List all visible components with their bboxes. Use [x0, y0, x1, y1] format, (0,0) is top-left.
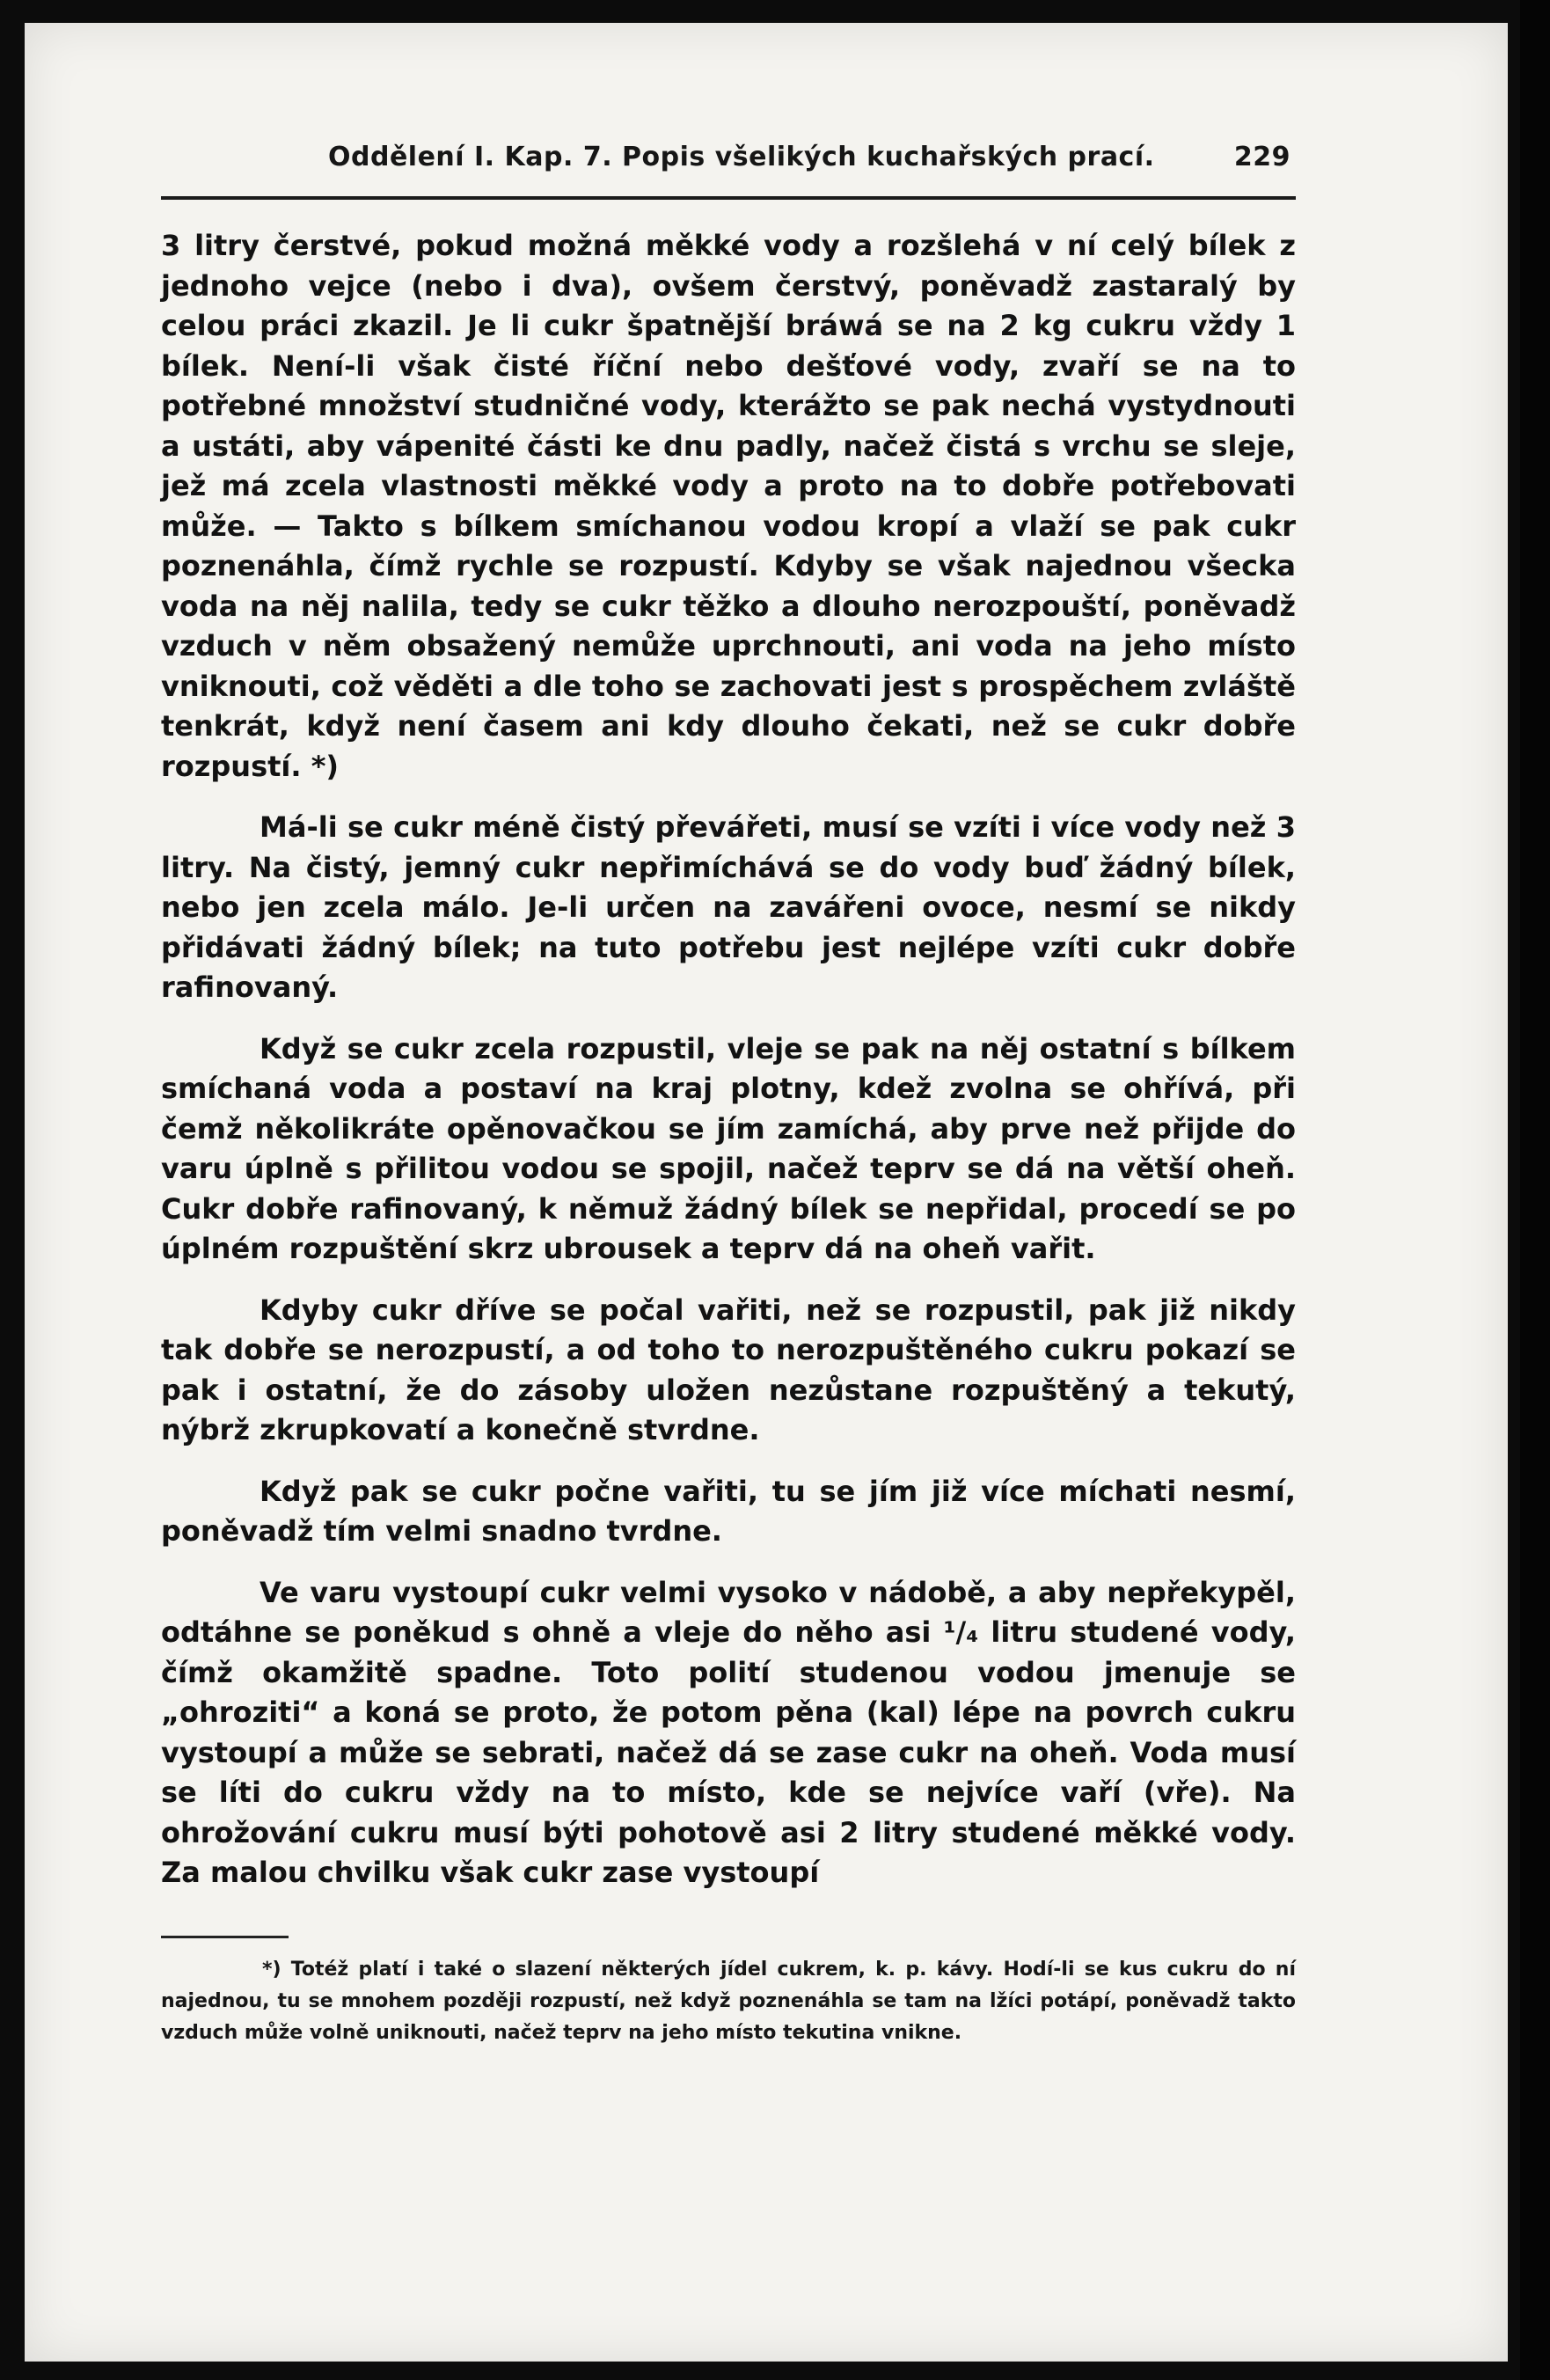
footnote: *) Totéž platí i také o slazení některých jídel cukrem, k. p. kávy. Hodí-li se kus cukru do ní najednou, tu se mnohem později rozpustí, než když poznenáhla se tam na lžíci potápí, poněvadž takto vzduch může volně uniknouti, načež teprv na jeho místo tekutina vnikne. — [161, 1958, 1296, 2044]
paragraph-2: Má-li se cukr méně čistý převářeti, musí se vzíti i více vody než 3 litry. Na čistý, jemný cukr nepřimíchává se do vody buď žádný bílek, nebo jen zcela málo. Je-li určen na zavářeni ovoce, nesmí se nikdy přidávati žádný bílek; na tuto potřebu jest nejlépe vzíti cukr dobře rafinovaný. — [161, 810, 1296, 1004]
page-content — [161, 142, 1296, 2049]
body-text — [161, 226, 1296, 1893]
paragraph-6: Ve varu vystoupí cukr velmi vysoko v nádobě, a aby nepřekypěl, odtáhne se poněkud s ohně a vleje do něho asi ¹/₄ litru studené vody, čímž okamžitě spadne. Toto polití studenou vodou jmenuje se „ohroziti“ a koná se proto, že potom pěna (kal) lépe na povrch cukru vystoupí a může se sebrati, načež dá se zase cukr na oheň. Voda musí se líti do cukru vždy na to místo, kde se nejvíce vaří (vře). Na ohrožování cukru musí býti pohotově asi 2 litry studené měkké vody. Za malou chvilku však cukr zase vystoupí — [161, 1575, 1296, 1889]
paragraph-5: Když pak se cukr počne vařiti, tu se jím již více míchati nesmí, poněvadž tím velmi snadno tvrdne. — [161, 1474, 1296, 1548]
scan-border — [1520, 0, 1550, 2380]
paragraph-4: Kdyby cukr dříve se počal vařiti, než se rozpustil, pak již nikdy tak dobře se nerozpustí, a od toho to nerozpuštěného cukru pokazí se pak i ostatní, že do zásoby uložen nezůstane rozpuštěný a tekutý, nýbrž zkrupkovatí a konečně stvrdne. — [161, 1293, 1296, 1446]
footnote-rule — [161, 1936, 289, 1938]
page-number: 229 — [1233, 142, 1290, 172]
paragraph-1: 3 litry čerstvé, pokud možná měkké vody a rozšlehá v ní celý bílek z jednoho vejce (nebo i dva), ovšem čerstvý, poněvadž zastaralý by celou práci zkazil. Je li cukr špatnější bráwá se na 2 kg cukru vždy 1 bílek. Není-li však čisté říční nebo dešťové vody, zvaří se na to potřebné množství studničné vody, kterážto se pak nechá vystydnouti a ustáti, aby vápenité části ke dnu padly, načež čistá s vrchu se sleje, jež má zcela vlastnosti měkké vody a proto na to dobře potřebovati může. — Takto s bílkem smíchanou vodou kropí a vlaží se pak cukr poznenáhla, čímž rychle se rozpustí. Kdyby se však najednou všecka voda na něj nalila, tedy se cukr těžko a dlouho nerozpouští, poněvadž vzduch v něm obsažený nemůže uprchnouti, ani voda na jeho místo vniknouti, což věděti a dle toho se zachovati jest s prospěchem zvláště tenkrát, když není časem ani kdy dlouho čekati, než se cukr dobře rozpustí. *) — [161, 229, 1296, 783]
running-title: Oddělení I. Kap. 7. Popis všelikých kuchařských prací. — [328, 142, 1155, 172]
paragraph-3: Když se cukr zcela rozpustil, vleje se pak na něj ostatní s bílkem smíchaná voda a postaví na kraj plotny, kdež zvolna se ohřívá, při čemž několikráte opěnovačkou se jím zamíchá, aby prve než přijde do varu úplně s přilitou vodou se spojil, načež teprv se dá na větší oheň. Cukr dobře rafinovaný, k němuž žádný bílek se nepřidal, procedí se po úplném rozpuštění skrz ubrousek a teprv dá na oheň vařit. — [161, 1031, 1296, 1265]
running-header — [161, 142, 1296, 194]
book-page — [25, 23, 1508, 2362]
header-rule — [161, 196, 1296, 200]
